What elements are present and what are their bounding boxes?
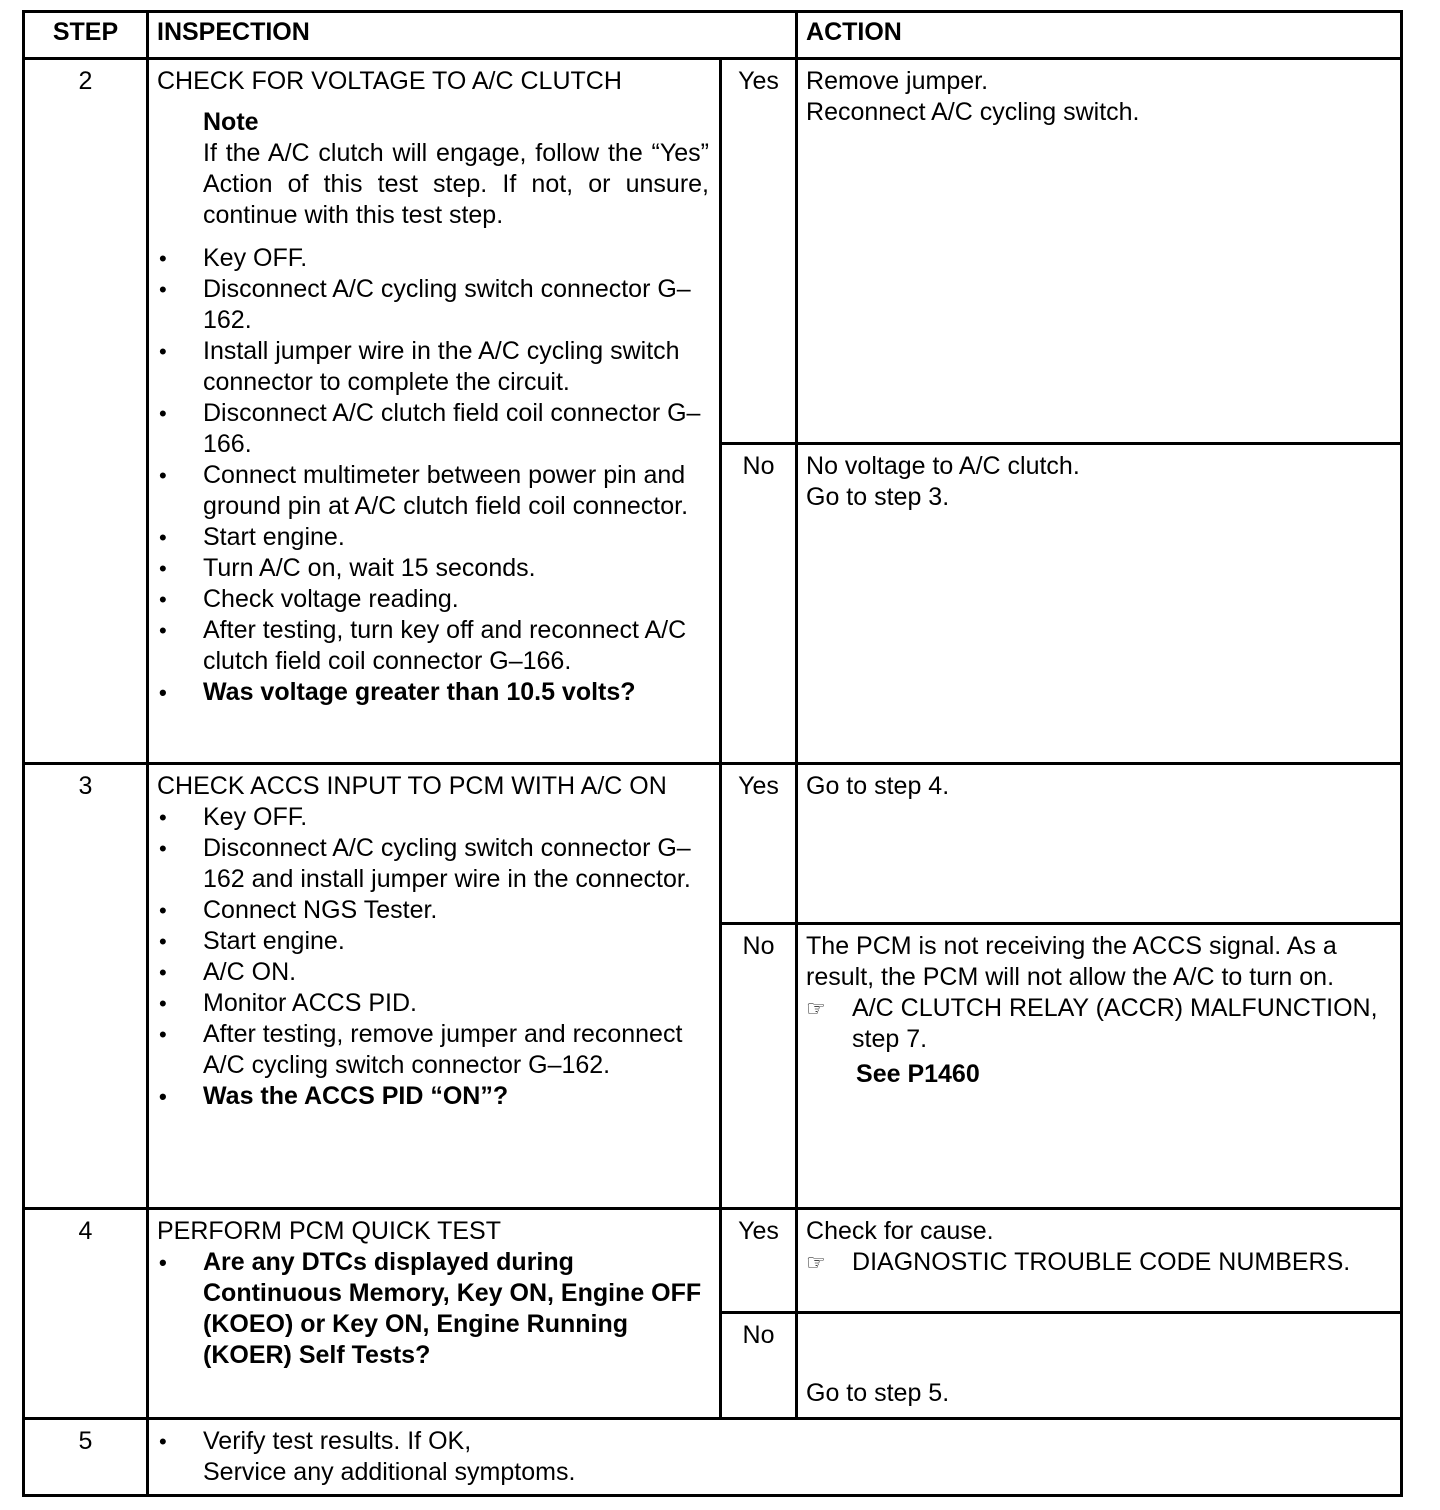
inspection-title: CHECK ACCS INPUT TO PCM WITH A/C ON	[157, 772, 667, 800]
list-item: • A/C ON.	[157, 957, 709, 988]
step-number: 3	[24, 764, 148, 1209]
list-item: • Monitor ACCS PID.	[157, 988, 709, 1019]
step-number: 5	[24, 1419, 148, 1496]
inspection-title: PERFORM PCM QUICK TEST	[157, 1217, 502, 1245]
table-header-row	[24, 12, 1402, 59]
inspection-column-header: INSPECTION	[148, 12, 797, 59]
action-text: The PCM is not receiving the ACCS signal. As a result, the PCM will not allow the A/C to turn on.	[806, 932, 1337, 991]
action-text: Check for cause.	[806, 1217, 994, 1245]
table-row	[24, 1419, 1402, 1496]
action-line: No voltage to A/C clutch.	[806, 452, 1080, 480]
note-heading: Note	[203, 108, 259, 136]
list-item: • Key OFF.	[157, 802, 709, 833]
inspection-cell	[148, 764, 721, 1209]
note-text: If the A/C clutch will engage, follow the “Yes” Action of this test step. If not, or unsure, continue with this test step.	[203, 139, 709, 229]
reference-line	[806, 1247, 1390, 1278]
final-step-cell	[148, 1419, 1402, 1496]
list-item	[157, 1426, 1390, 1488]
list-item: • Install jumper wire in the A/C cycling switch connector to complete the circuit.	[157, 336, 709, 398]
final-line: Service any additional symptoms.	[203, 1458, 576, 1486]
yes-action-cell: Go to step 4.	[797, 764, 1402, 924]
yes-action-cell	[797, 1209, 1402, 1313]
action-text: Go to step 5.	[806, 1379, 950, 1407]
inspection-question: • Are any DTCs displayed during Continuous Memory, Key ON, Engine OFF (KOEO) or Key ON, Engine Running (KOER) Self Tests?	[157, 1247, 709, 1371]
list-item: • Disconnect A/C cycling switch connector G–162 and install jumper wire in the connector.	[157, 833, 709, 895]
list-item: • Key OFF.	[157, 243, 709, 274]
inspection-bullets	[157, 802, 709, 1112]
list-item: • After testing, turn key off and reconnect A/C clutch field coil connector G–166.	[157, 615, 709, 677]
no-label: No	[721, 444, 797, 764]
pointing-hand-icon: ☞	[806, 996, 826, 1021]
diagnostic-table-wrapper	[22, 10, 1403, 1497]
list-item: • Connect NGS Tester.	[157, 895, 709, 926]
inspection-bullets	[157, 1426, 1390, 1488]
yes-label: Yes	[721, 59, 797, 444]
list-item: • Start engine.	[157, 522, 709, 553]
reference-line	[806, 993, 1390, 1055]
step-number: 4	[24, 1209, 148, 1419]
yes-label: Yes	[721, 1209, 797, 1313]
no-label: No	[721, 1313, 797, 1419]
table-row	[24, 59, 1402, 444]
action-line: Reconnect A/C cycling switch.	[806, 98, 1140, 126]
list-item: • Connect multimeter between power pin and ground pin at A/C clutch field coil connector.	[157, 460, 709, 522]
action-column-header: ACTION	[797, 12, 1402, 59]
see-reference: See P1460	[856, 1060, 980, 1088]
action-line: Go to step 3.	[806, 483, 950, 511]
reference-text: DIAGNOSTIC TROUBLE CODE NUMBERS.	[852, 1248, 1351, 1276]
no-label: No	[721, 924, 797, 1209]
no-action-cell	[797, 444, 1402, 764]
diagnostic-table	[22, 10, 1403, 1497]
list-item: • Disconnect A/C clutch field coil connector G–166.	[157, 398, 709, 460]
table-row	[24, 764, 1402, 924]
no-action-cell	[797, 1313, 1402, 1419]
list-item: • Start engine.	[157, 926, 709, 957]
pointing-hand-icon: ☞	[806, 1250, 826, 1275]
inspection-bullets	[157, 1247, 709, 1371]
step-number: 2	[24, 59, 148, 764]
inspection-question: • Was the ACCS PID “ON”?	[157, 1081, 709, 1112]
inspection-bullets	[157, 243, 709, 708]
list-item: • After testing, remove jumper and reconnect A/C cycling switch connector G–162.	[157, 1019, 709, 1081]
step-column-header: STEP	[24, 12, 148, 59]
action-line: Remove jumper.	[806, 67, 989, 95]
inspection-title: CHECK FOR VOLTAGE TO A/C CLUTCH	[157, 67, 622, 95]
yes-action-cell	[797, 59, 1402, 444]
inspection-cell	[148, 1209, 721, 1419]
inspection-question: • Was voltage greater than 10.5 volts?	[157, 677, 709, 708]
yes-label: Yes	[721, 764, 797, 924]
inspection-cell	[148, 59, 721, 764]
table-row	[24, 1209, 1402, 1313]
final-line: • Verify test results. If OK,	[203, 1427, 472, 1455]
reference-text: A/C CLUTCH RELAY (ACCR) MALFUNCTION, step 7.	[852, 994, 1378, 1053]
note-block	[203, 107, 709, 231]
list-item: • Disconnect A/C cycling switch connector G–162.	[157, 274, 709, 336]
list-item: • Check voltage reading.	[157, 584, 709, 615]
list-item: • Turn A/C on, wait 15 seconds.	[157, 553, 709, 584]
no-action-cell	[797, 924, 1402, 1209]
